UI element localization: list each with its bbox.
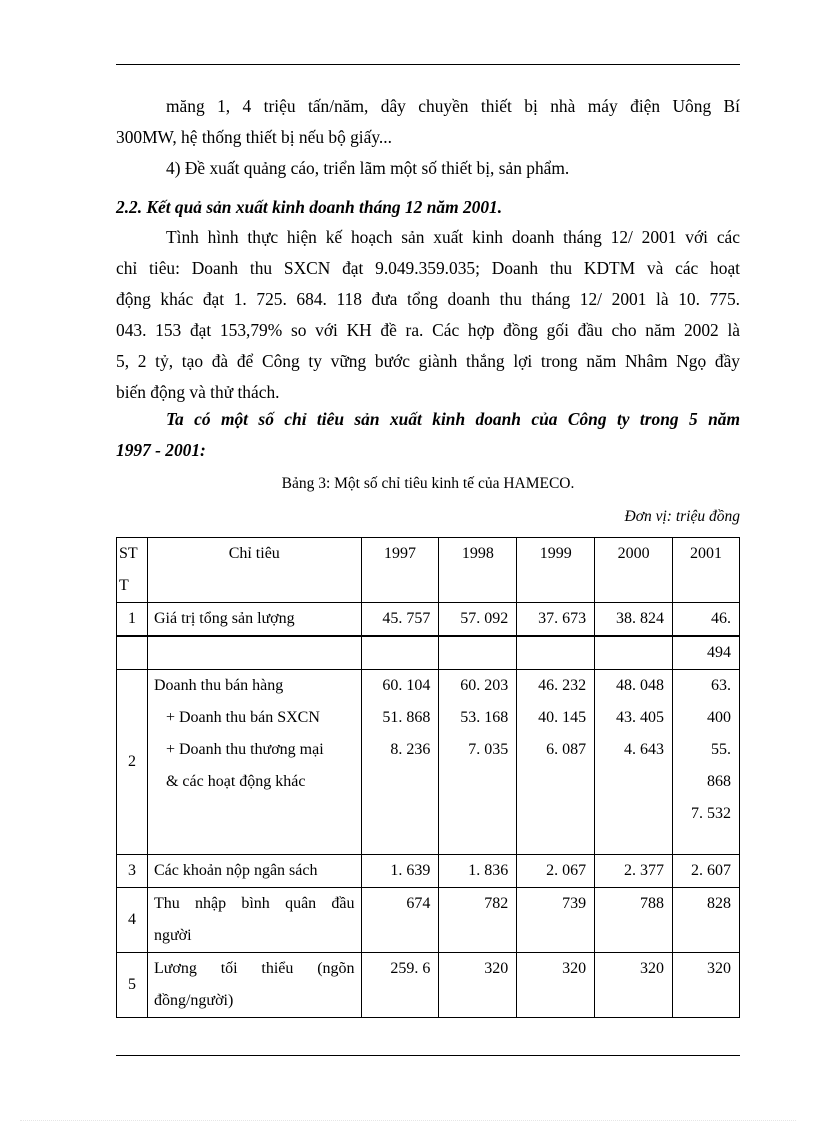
economic-indicators-table (116, 537, 740, 1018)
header-rule (116, 64, 740, 65)
header-2001: 2001 (673, 538, 740, 603)
value-cell: 46. (673, 603, 740, 637)
paragraph-line: 1997 - 2001: (116, 440, 206, 460)
stt-cell: 1 (117, 603, 148, 637)
value-cell: 788 (595, 888, 673, 953)
stt-cell: 3 (117, 855, 148, 888)
indicator-cell: Thu nhập bình quân đầu người (147, 888, 361, 953)
value-cell: 1. 639 (361, 855, 439, 888)
value-cell: 2. 607 (673, 855, 740, 888)
paragraph-line: măng 1, 4 triệu tấn/năm, dây chuyền thiết bị nhà máy điện Uông Bí (166, 96, 740, 116)
table-row (117, 670, 740, 855)
header-1999: 1999 (517, 538, 595, 603)
value-cell: 37. 673 (517, 603, 595, 637)
value-cell: 320 (673, 953, 740, 1018)
table-row (117, 888, 740, 953)
value-cell: 60. 203 53. 168 7. 035 (439, 670, 517, 855)
paragraph-intro (116, 91, 740, 184)
value-cell: 320 (595, 953, 673, 1018)
paragraph-line: chỉ tiêu: Doanh thu SXCN đạt 9.049.359.035; Doanh thu KDTM và các hoạt (116, 258, 740, 278)
indicator-cell: Lương tối thiểu (ngõn đồng/người) (147, 953, 361, 1018)
table-row-continuation (117, 636, 740, 670)
stt-cell: 5 (117, 953, 148, 1018)
paragraph-line: Tình hình thực hiện kế hoạch sản xuất kinh doanh tháng 12/ 2001 với các (166, 227, 740, 247)
value-cell: 60. 104 51. 868 8. 236 (361, 670, 439, 855)
value-cell: 38. 824 (595, 603, 673, 637)
table-row (117, 855, 740, 888)
paragraph-line: động khác đạt 1. 725. 684. 118 đưa tổng doanh thu tháng 12/ 2001 là 10. 775. (116, 289, 740, 309)
header-2000: 2000 (595, 538, 673, 603)
unit-label: Đơn vị: triệu đồng (624, 508, 740, 525)
stt-cell: 4 (117, 888, 148, 953)
value-cell: 46. 232 40. 145 6. 087 (517, 670, 595, 855)
value-cell: 674 (361, 888, 439, 953)
header-indicator: Chỉ tiêu (147, 538, 361, 603)
stt-cell: 2 (117, 670, 148, 855)
paragraph-line: 5, 2 tỷ, tạo đà để Công ty vững bước giành thắng lợi trong năm Nhâm Ngọ đầy (116, 351, 740, 371)
paragraph-results (116, 222, 740, 408)
paragraph-line: biến động và thử thách. (116, 382, 280, 402)
table-header-row (117, 538, 740, 603)
page-edge-divider (20, 1120, 796, 1121)
value-cell: 259. 6 (361, 953, 439, 1018)
value-cell: 1. 836 (439, 855, 517, 888)
value-cell: 320 (517, 953, 595, 1018)
value-cell: 45. 757 (361, 603, 439, 637)
value-cell: 63. 400 55. 868 7. 532 (673, 670, 740, 855)
indicator-cell: Doanh thu bán hàng + Doanh thu bán SXCN + Doanh thu thương mại & các hoạt động khác (147, 670, 361, 855)
value-cell: 57. 092 (439, 603, 517, 637)
indicator-cell: Các khoản nộp ngân sách (147, 855, 361, 888)
paragraph-line: 300MW, hệ thống thiết bị nếu bộ giấy... (116, 127, 392, 147)
paragraph-line: 043. 153 đạt 153,79% so với KH đề ra. Các hợp đồng gối đầu cho năm 2002 là (116, 320, 740, 340)
value-cell: 2. 377 (595, 855, 673, 888)
section-heading: 2.2. Kết quả sản xuất kinh doanh tháng 12 năm 2001. (116, 197, 503, 217)
value-cell: 739 (517, 888, 595, 953)
value-cell: 782 (439, 888, 517, 953)
header-1997: 1997 (361, 538, 439, 603)
value-cell: 48. 048 43. 405 4. 643 (595, 670, 673, 855)
value-cell: 2. 067 (517, 855, 595, 888)
table-intro (116, 404, 740, 466)
header-1998: 1998 (439, 538, 517, 603)
header-stt: ST T (117, 538, 148, 603)
table-caption: Bảng 3: Một số chỉ tiêu kinh tế của HAMECO. (281, 475, 575, 492)
value-cell: 320 (439, 953, 517, 1018)
table-row (117, 953, 740, 1018)
table-row (117, 603, 740, 637)
list-item-4: 4) Đề xuất quảng cáo, triển lãm một số thiết bị, sản phẩm. (166, 158, 570, 178)
value-cell: 494 (673, 636, 740, 670)
value-cell: 828 (673, 888, 740, 953)
paragraph-line: Ta có một số chỉ tiêu sản xuất kinh doanh của Công ty trong 5 năm (166, 409, 740, 429)
footer-rule (116, 1055, 740, 1056)
indicator-cell: Giá trị tổng sản lượng (147, 603, 361, 637)
